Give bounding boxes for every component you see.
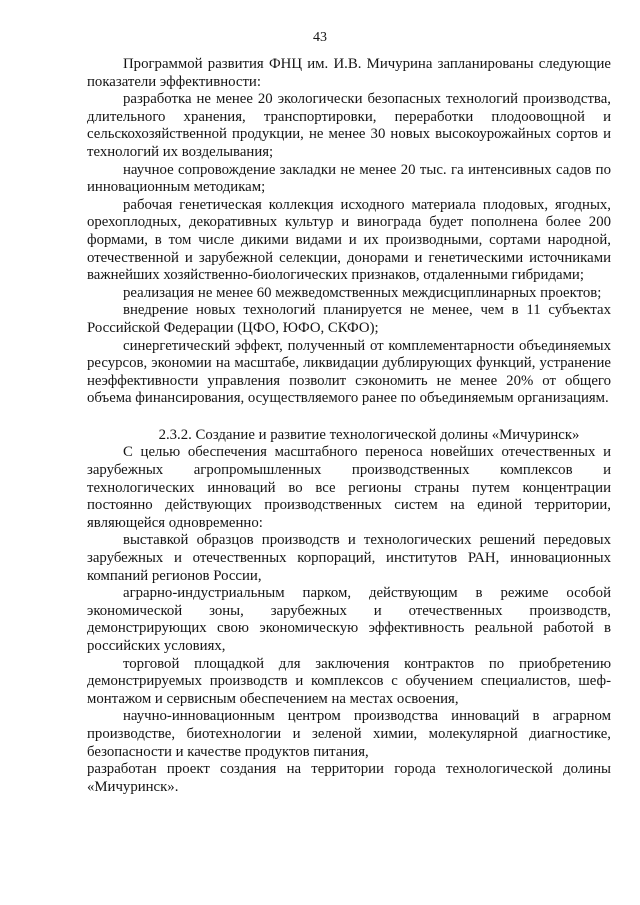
paragraph: научное сопровождение закладки не менее 20 тыс. га интенсивных садов по инновационным методикам; [87,161,611,196]
paragraph: разработка не менее 20 экологически безопасных технологий производства, длительного хранения, транспортировки, переработки плодоовощной и сельскохозяйственной продукции, не менее 30 новых высокоурожайных сортов и технологий их возделывания; [87,91,611,160]
paragraph: торговой площадкой для заключения контрактов по приобретению демонстрируемых производств и комплексов с обучением специалистов, шеф-монтажом и сервисным обеспечением на местах освоения, [87,655,611,707]
paragraph: С целью обеспечения масштабного переноса новейших отечественных и зарубежных агропромышленных производственных комплексов и технологических инноваций во все регионы страны путем концентрации постоянно действующих производственных систем на единой территории, являющейся одновременно: [87,444,611,531]
section-heading: 2.3.2. Создание и развитие технологической долины «Мичуринск» [158,426,580,443]
closing-paragraph: разработан проект создания на территории города технологической долины «Мичуринск». [87,761,611,795]
page-content [87,56,611,796]
paragraph: рабочая генетическая коллекция исходного материала плодовых, ягодных, орехоплодных, декоративных культур и винограда будет пополнена более 200 формами, в том числе дикими видами и их производными, сортами народной, отечественной и зарубежной селекции, донорами и генетическими источниками важнейших хозяйственно-биологических признаков, отдаленными гибридами; [87,196,611,284]
paragraph: научно-инновационным центром производства инноваций в аграрном производстве, биотехнологии и зеленой химии, молекулярной диагностике, безопасности и качестве продуктов питания, [87,708,611,760]
paragraph: Программой развития ФНЦ им. И.В. Мичурина запланированы следующие показатели эффективности: [87,56,611,90]
paragraph: реализация не менее 60 межведомственных междисциплинарных проектов; [123,284,602,301]
page-number: 43 [313,30,327,45]
paragraph: синергетический эффект, полученный от комплементарности объединяемых ресурсов, экономии на масштабе, ликвидации дублирующих функций, устранение неэффективности управления позволит сэкономить не менее 20% от общего объема финансирования, осуществляемого ранее по объединяемым организациям. [87,337,611,407]
paragraph: внедрение новых технологий планируется не менее, чем в 11 субъектах Российской Федерации (ЦФО, ЮФО, СКФО); [87,302,611,336]
paragraph: аграрно-индустриальным парком, действующим в режиме особой экономической зоны, зарубежных и отечественных производств, демонстрирующих свою экономическую эффективность реальной работой в российских условиях, [87,585,611,654]
paragraph: выставкой образцов производств и технологических решений передовых зарубежных и отечественных корпораций, институтов РАН, инновационных компаний регионов России, [87,532,611,584]
